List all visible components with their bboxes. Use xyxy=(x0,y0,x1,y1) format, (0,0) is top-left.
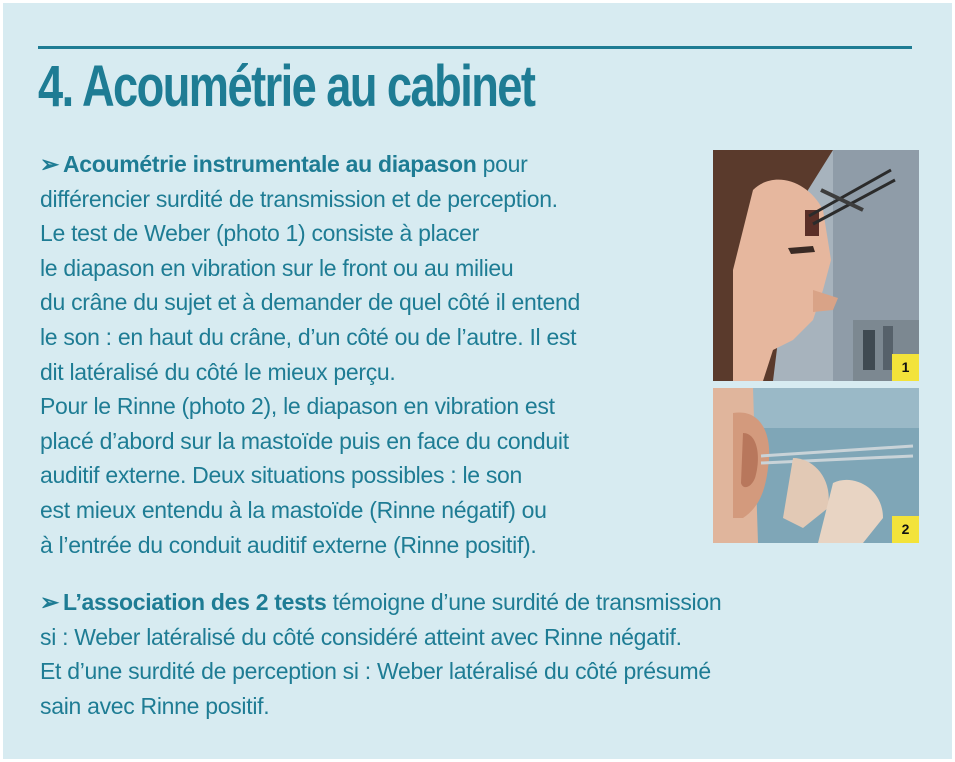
rinne-test-illustration xyxy=(713,388,919,543)
section-association xyxy=(40,585,920,723)
text-line: différencier surdité de transmission et de perception. xyxy=(40,185,558,212)
arrow-bullet-icon: ➢ xyxy=(40,151,59,177)
text-line: est mieux entendu à la mastoïde (Rinne négatif) ou xyxy=(40,496,547,523)
photo-rinne-test xyxy=(713,388,919,543)
text-line xyxy=(40,585,920,620)
text-line-part: pour xyxy=(476,151,528,177)
photo-weber-test xyxy=(713,150,919,381)
text-line: le son : en haut du crâne, d’un côté ou de l’autre. Il est xyxy=(40,323,577,350)
text-line: du crâne du sujet et à demander de quel côté il entend xyxy=(40,289,581,316)
section-lead: L’association des 2 tests xyxy=(62,589,327,615)
text-line: auditif externe. Deux situations possibles : le son xyxy=(40,462,523,489)
text-line: à l’entrée du conduit auditif externe (Rinne positif). xyxy=(40,531,537,558)
weber-test-illustration xyxy=(713,150,919,381)
section-diapason xyxy=(40,147,710,562)
photo-badge: 2 xyxy=(892,516,919,543)
text-line-part: témoigne d’une surdité de transmission xyxy=(326,589,722,615)
photo-badge: 1 xyxy=(892,354,919,381)
text-line: dit latéralisé du côté le mieux perçu. xyxy=(40,358,396,385)
text-line: si : Weber latéralisé du côté considéré atteint avec Rinne négatif. xyxy=(40,623,682,650)
text-line xyxy=(40,147,710,182)
top-rule xyxy=(38,46,912,49)
arrow-bullet-icon: ➢ xyxy=(40,589,59,615)
text-line: Pour le Rinne (photo 2), le diapason en vibration est xyxy=(40,393,555,420)
text-line: sain avec Rinne positif. xyxy=(40,692,270,719)
text-line: Et d’une surdité de perception si : Weber latéralisé du côté présumé xyxy=(40,658,711,685)
text-line: le diapason en vibration sur le front ou au milieu xyxy=(40,254,514,281)
text-line: Le test de Weber (photo 1) consiste à placer xyxy=(40,220,479,247)
section-lead: Acoumétrie instrumentale au diapason xyxy=(62,151,477,177)
text-line: placé d’abord sur la mastoïde puis en face du conduit xyxy=(40,427,569,454)
page-title: 4. Acoumétrie au cabinet xyxy=(38,54,535,119)
